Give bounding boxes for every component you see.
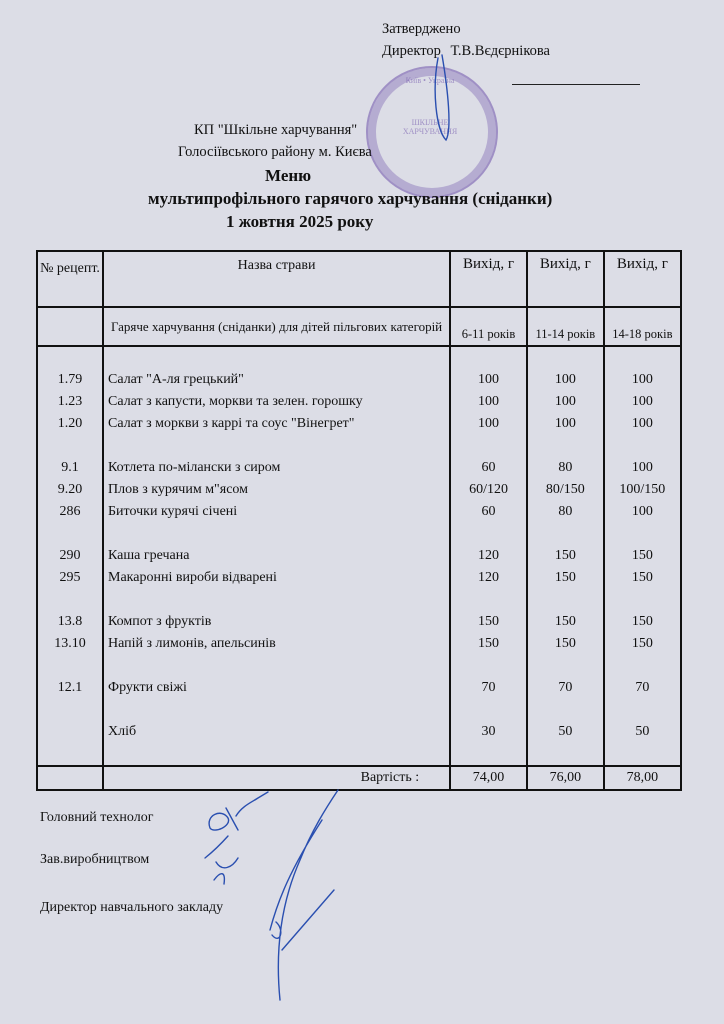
recipe-number	[37, 721, 103, 743]
technologist-signature-stroke	[209, 792, 268, 830]
table-header-row	[37, 251, 681, 307]
stamp-center-text: ШКІЛЬНЕ ХАРЧУВАННЯ	[402, 118, 458, 136]
subheader-category: Гаряче харчування (сніданки) для дітей пільгових категорій	[103, 307, 450, 346]
yield-6-11: 60	[450, 501, 527, 523]
table-row	[37, 633, 681, 655]
yield-11-14: 100	[527, 391, 604, 413]
header-yield-1: Вихід, г	[450, 251, 527, 307]
table-spacer-row	[37, 435, 681, 457]
header-yield-3: Вихід, г	[604, 251, 681, 307]
document-subtitle: мультипрофільного гарячого харчування (сніданки)	[148, 189, 553, 208]
total-empty	[37, 766, 103, 790]
yield-14-18: 100	[604, 457, 681, 479]
yield-6-11: 30	[450, 721, 527, 743]
organization-district: Голосіївського району м. Києва	[178, 144, 372, 160]
approval-block	[382, 18, 550, 62]
header-yield-2: Вихід, г	[527, 251, 604, 307]
yield-11-14: 80/150	[527, 479, 604, 501]
yield-14-18: 100	[604, 391, 681, 413]
recipe-number: 9.20	[37, 479, 103, 501]
table-row	[37, 677, 681, 699]
table-row	[37, 501, 681, 523]
yield-11-14: 100	[527, 369, 604, 391]
production-head-signature-stroke	[205, 836, 238, 884]
yield-14-18: 100	[604, 501, 681, 523]
table-subheader-row	[37, 307, 681, 346]
yield-11-14: 100	[527, 413, 604, 435]
recipe-number: 9.1	[37, 457, 103, 479]
recipe-number: 1.79	[37, 369, 103, 391]
recipe-number: 286	[37, 501, 103, 523]
dish-name: Котлета по-мілански з сиром	[103, 457, 450, 479]
stamp-text	[400, 76, 460, 136]
yield-14-18: 100	[604, 369, 681, 391]
yield-6-11: 120	[450, 545, 527, 567]
yield-11-14: 70	[527, 677, 604, 699]
total-value-3: 78,00	[604, 766, 681, 790]
yield-14-18: 150	[604, 545, 681, 567]
total-label: Вартість :	[103, 766, 450, 790]
yield-6-11: 100	[450, 413, 527, 435]
stamp-top-text: Київ • Україна	[405, 76, 455, 85]
table-spacer-row	[37, 655, 681, 677]
recipe-number: 13.8	[37, 611, 103, 633]
table-row	[37, 457, 681, 479]
table-spacer-row	[37, 699, 681, 721]
menu-table	[36, 250, 682, 791]
yield-6-11: 60/120	[450, 479, 527, 501]
yield-6-11: 70	[450, 677, 527, 699]
yield-14-18: 50	[604, 721, 681, 743]
dish-name: Салат з капусти, моркви та зелен. горошку	[103, 391, 450, 413]
yield-14-18: 70	[604, 677, 681, 699]
table-row	[37, 567, 681, 589]
yield-14-18: 150	[604, 567, 681, 589]
header-recipe-no: № рецепт.	[37, 251, 103, 307]
yield-11-14: 80	[527, 501, 604, 523]
dish-name: Компот з фруктів	[103, 611, 450, 633]
organization-name: КП "Шкільне харчування"	[194, 122, 358, 138]
recipe-number: 12.1	[37, 677, 103, 699]
table-row	[37, 721, 681, 743]
table-row	[37, 479, 681, 501]
recipe-number: 1.23	[37, 391, 103, 413]
approval-signatory	[382, 40, 550, 62]
dish-name: Хліб	[103, 721, 450, 743]
approval-position: Директор	[382, 43, 441, 59]
table-row	[37, 413, 681, 435]
table-row	[37, 391, 681, 413]
table-row	[37, 369, 681, 391]
approval-name: Т.В.Вєдєрнікова	[450, 43, 550, 59]
dish-name: Салат "А-ля грецький"	[103, 369, 450, 391]
subheader-age-1: 6-11 років	[450, 307, 527, 346]
yield-11-14: 50	[527, 721, 604, 743]
yield-6-11: 100	[450, 391, 527, 413]
table-total-row	[37, 766, 681, 790]
dish-name: Макаронні вироби відварені	[103, 567, 450, 589]
total-value-1: 74,00	[450, 766, 527, 790]
dish-name: Фрукти свіжі	[103, 677, 450, 699]
table-spacer-row	[37, 589, 681, 611]
signature-chief-technologist: Головний технолог	[40, 810, 154, 825]
yield-11-14: 150	[527, 611, 604, 633]
approval-signature-line	[512, 84, 640, 85]
dish-name: Плов з курячим м"ясом	[103, 479, 450, 501]
recipe-number: 1.20	[37, 413, 103, 435]
yield-6-11: 150	[450, 633, 527, 655]
yield-11-14: 150	[527, 567, 604, 589]
approval-label: Затверджено	[382, 21, 461, 37]
total-value-2: 76,00	[527, 766, 604, 790]
yield-11-14: 80	[527, 457, 604, 479]
yield-14-18: 150	[604, 611, 681, 633]
subheader-age-2: 11-14 років	[527, 307, 604, 346]
recipe-number: 290	[37, 545, 103, 567]
subheader-empty	[37, 307, 103, 346]
dish-name: Каша гречана	[103, 545, 450, 567]
signature-school-director: Директор навчального закладу	[40, 900, 224, 915]
yield-6-11: 100	[450, 369, 527, 391]
subheader-age-3: 14-18 років	[604, 307, 681, 346]
yield-11-14: 150	[527, 545, 604, 567]
recipe-number: 295	[37, 567, 103, 589]
yield-6-11: 120	[450, 567, 527, 589]
document-title: Меню	[265, 166, 312, 185]
table-row	[37, 611, 681, 633]
yield-14-18: 100/150	[604, 479, 681, 501]
yield-6-11: 150	[450, 611, 527, 633]
table-row	[37, 545, 681, 567]
signature-production-head: Зав.виробництвом	[40, 852, 150, 867]
dish-name: Напій з лимонів, апельсинів	[103, 633, 450, 655]
yield-6-11: 60	[450, 457, 527, 479]
table-spacer-row	[37, 743, 681, 766]
dish-name: Салат з моркви з каррі та соус "Вінегрет"	[103, 413, 450, 435]
yield-11-14: 150	[527, 633, 604, 655]
yield-14-18: 100	[604, 413, 681, 435]
table-spacer-row	[37, 346, 681, 369]
header-dish-name: Назва страви	[103, 251, 450, 307]
yield-14-18: 150	[604, 633, 681, 655]
recipe-number: 13.10	[37, 633, 103, 655]
director-signature-stroke	[270, 790, 338, 1000]
table-spacer-row	[37, 523, 681, 545]
document-date: 1 жовтня 2025 року	[226, 212, 374, 231]
dish-name: Биточки курячі січені	[103, 501, 450, 523]
